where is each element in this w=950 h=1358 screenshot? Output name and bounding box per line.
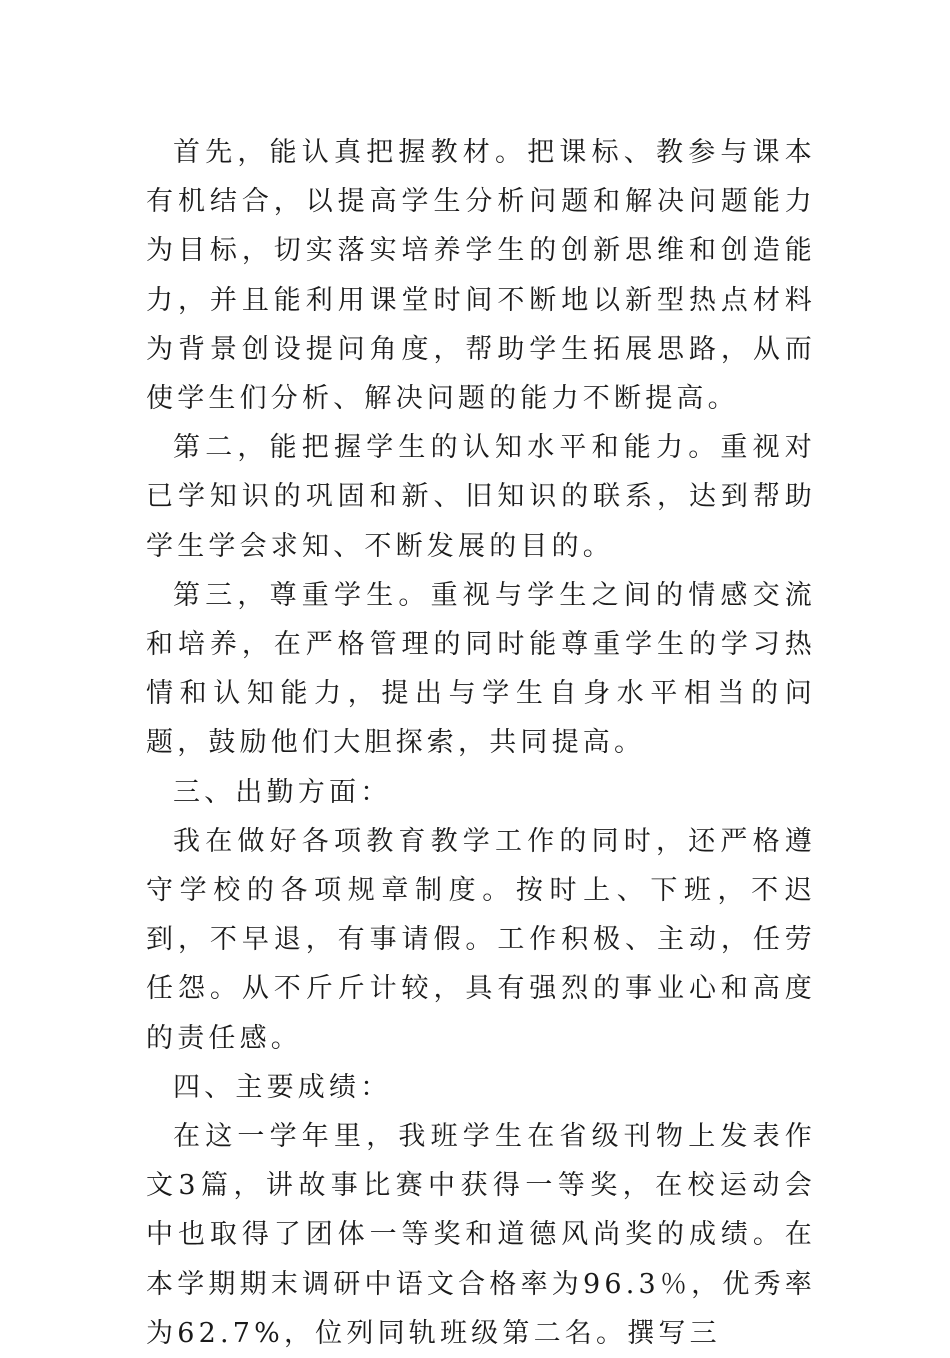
paragraph-student-cognition: 第二，能把握学生的认知水平和能力。重视对已学知识的巩固和新、旧知识的联系，达到帮助学生学会求知、不断发展的目的。 (146, 432, 816, 562)
paragraph-attendance: 我在做好各项教育教学工作的同时，还严格遵守学校的各项规章制度。按时上、下班，不迟到，不早退，有事请假。工作积极、主动，任劳任怨。从不斤斤计较，具有强烈的事业心和高度的责任感。 (146, 825, 816, 1054)
paragraph-respect-students: 第三，尊重学生。重视与学生之间的情感交流和培养，在严格管理的同时能尊重学生的学习热情和认知能力，提出与学生自身水平相当的问题，鼓励他们大胆探索，共同提高。 (146, 579, 816, 759)
section-heading-achievements: 四、主要成绩： (173, 1071, 392, 1103)
paragraph-teaching-materials: 首先，能认真把握教材。把课标、教参与课本有机结合，以提高学生分析问题和解决问题能力为目标，切实落实培养学生的创新思维和创造能力，并且能利用课堂时间不断地以新型热点材料为背景创设提问角度，帮助学生拓展思路，从而使学生们分析、解决问题的能力不断提高。 (146, 137, 816, 415)
document-body (146, 128, 816, 1358)
section-heading-attendance: 三、出勤方面： (173, 776, 392, 808)
paragraph-achievements: 在这一学年里，我班学生在省级刊物上发表作文3篇，讲故事比赛中获得一等奖，在校运动会中也取得了团体一等奖和道德风尚奖的成绩。在本学期期末调研中语文合格率为96.3％，优秀率为62.7%，位列同轨班级第二名。撰写三 (146, 1121, 816, 1349)
